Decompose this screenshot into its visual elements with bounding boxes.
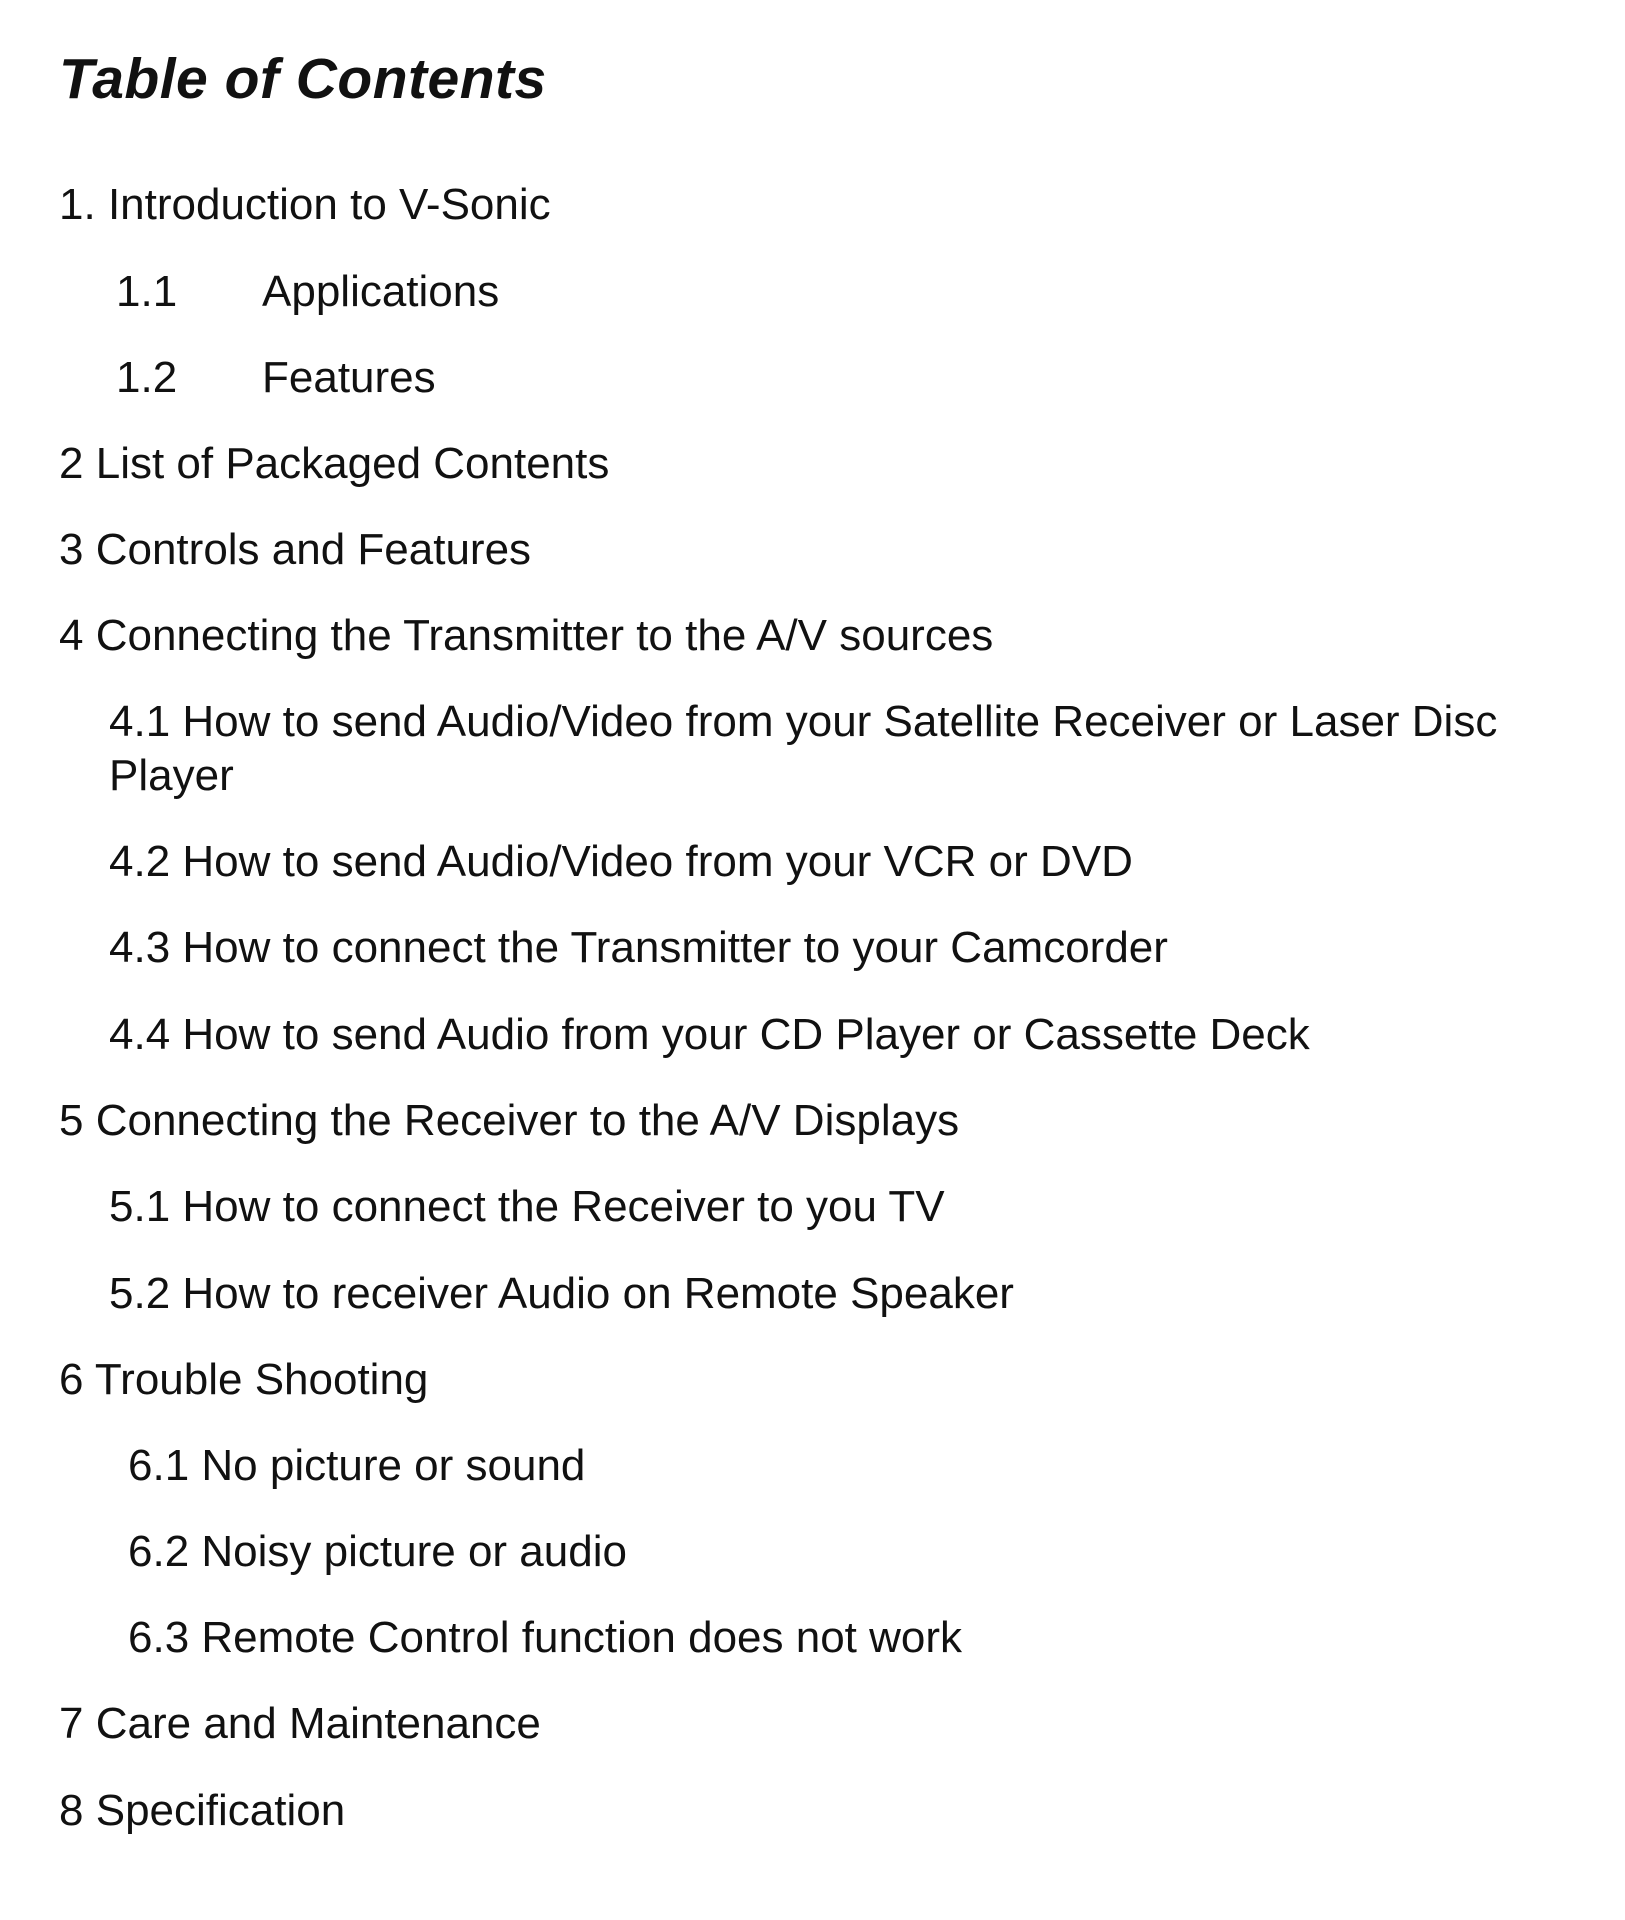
toc-entry-1[interactable] xyxy=(59,178,551,232)
toc-entry-number: 4.4 xyxy=(109,1010,171,1059)
toc-entry-title: Controls and Features xyxy=(95,525,532,574)
toc-entry-number: 6.1 xyxy=(128,1441,190,1490)
toc-entry-title: Noisy picture or audio xyxy=(201,1527,627,1576)
toc-entry-5-2[interactable] xyxy=(109,1267,1014,1321)
toc-entry-6[interactable] xyxy=(59,1353,428,1407)
toc-entry-5-1[interactable] xyxy=(109,1180,945,1234)
toc-entry-title: How to send Audio from your CD Player or Cassette Deck xyxy=(182,1010,1310,1059)
page-title: Table of Contents xyxy=(59,47,547,111)
toc-entry-7[interactable] xyxy=(59,1697,541,1751)
toc-entry-number: 2 xyxy=(59,439,84,488)
toc-entry-title: How to connect the Transmitter to your Camcorder xyxy=(182,923,1168,972)
toc-entry-number: 8 xyxy=(59,1786,84,1835)
toc-entry-number: 1. xyxy=(59,180,96,229)
toc-entry-title: Remote Control function does not work xyxy=(201,1613,963,1662)
toc-entry-number: 7 xyxy=(59,1699,84,1748)
toc-entry-number: 6 xyxy=(59,1355,84,1404)
toc-entry-number: 1.2 xyxy=(116,353,178,402)
toc-entry-title: Introduction to V-Sonic xyxy=(107,180,551,229)
toc-entry-3[interactable] xyxy=(59,523,531,577)
toc-entry-number: 5.1 xyxy=(109,1182,171,1231)
toc-entry-6-2[interactable] xyxy=(128,1525,627,1579)
toc-entry-title: No picture or sound xyxy=(201,1441,586,1490)
toc-entry-4-2[interactable] xyxy=(109,835,1133,889)
toc-entry-title: Care and Maintenance xyxy=(95,1699,541,1748)
toc-entry-number: 4.3 xyxy=(109,923,171,972)
toc-entry-4[interactable] xyxy=(59,609,993,663)
toc-entry-4-3[interactable] xyxy=(109,921,1168,975)
toc-entry-number: 4 xyxy=(59,611,84,660)
toc-entry-title: List of Packaged Contents xyxy=(95,439,610,488)
toc-entry-1-1[interactable] xyxy=(116,265,499,319)
toc-entry-title: Features xyxy=(262,353,436,402)
toc-entry-5[interactable] xyxy=(59,1094,959,1148)
toc-entry-number: 6.2 xyxy=(128,1527,190,1576)
toc-entry-title: Specification xyxy=(95,1786,346,1835)
toc-entry-title: Applications xyxy=(262,267,500,316)
toc-entry-title: Connecting the Transmitter to the A/V sources xyxy=(95,611,994,660)
toc-entry-8[interactable] xyxy=(59,1784,345,1838)
toc-entry-number: 5 xyxy=(59,1096,84,1145)
toc-entry-4-1[interactable] xyxy=(109,695,1625,803)
toc-entry-title: How to connect the Receiver to you TV xyxy=(182,1182,945,1231)
toc-entry-2[interactable] xyxy=(59,437,609,491)
toc-entry-4-4[interactable] xyxy=(109,1008,1310,1062)
toc-entry-number: 6.3 xyxy=(128,1613,190,1662)
toc-entry-title: Trouble Shooting xyxy=(94,1355,429,1404)
toc-entry-title: Connecting the Receiver to the A/V Displays xyxy=(95,1096,960,1145)
toc-entry-number: 5.2 xyxy=(109,1269,171,1318)
toc-entry-title: How to send Audio/Video from your VCR or DVD xyxy=(182,837,1133,886)
toc-entry-number: 4.1 xyxy=(109,697,171,746)
toc-entry-1-2[interactable] xyxy=(116,351,436,405)
toc-entry-6-3[interactable] xyxy=(128,1611,962,1665)
toc-entry-number: 4.2 xyxy=(109,837,171,886)
toc-entry-number: 3 xyxy=(59,525,84,574)
toc-entry-title: How to send Audio/Video from your Satellite Receiver or Laser Disc Player xyxy=(109,697,1498,800)
toc-entry-6-1[interactable] xyxy=(128,1439,585,1493)
toc-entry-title: How to receiver Audio on Remote Speaker xyxy=(182,1269,1014,1318)
toc-entry-number: 1.1 xyxy=(116,267,178,316)
